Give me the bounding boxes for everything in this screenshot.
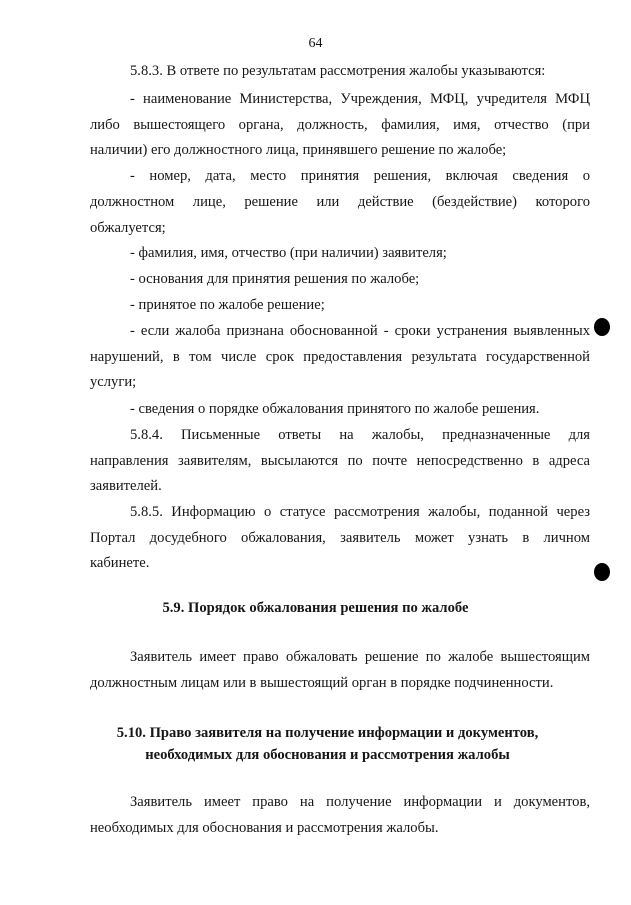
paragraph-5-8-5-line: Портал досудебного обжалования, заявитель может узнать в личном [90, 530, 590, 546]
paragraph-5-8-4-line: 5.8.4. Письменные ответы на жалобы, предназначенные для [130, 427, 590, 443]
list-item-line: должностном лице, решение или действие (бездействие) которого [90, 194, 590, 210]
list-item-line: - наименование Министерства, Учреждения, МФЦ, учредителя МФЦ [130, 91, 590, 107]
section-5-9-text-line: должностным лицам или в вышестоящий орган в порядке подчиненности. [90, 675, 554, 691]
section-5-10-text-line: необходимых для обоснования и рассмотрения жалобы. [90, 820, 439, 836]
section-5-10-text-line: Заявитель имеет право на получение информации и документов, [130, 794, 590, 810]
list-item: - основания для принятия решения по жалобе; [130, 271, 420, 287]
list-item-line: - если жалоба признана обоснованной - сроки устранения выявленных [130, 323, 590, 339]
paragraph-5-8-3-intro: 5.8.3. В ответе по результатам рассмотрения жалобы указываются: [130, 63, 546, 79]
list-item: - сведения о порядке обжалования принятого по жалобе решения. [130, 401, 540, 417]
paragraph-5-8-4-line: направления заявителям, высылаются по почте непосредственно в адреса [90, 453, 590, 469]
list-item: - фамилия, имя, отчество (при наличии) заявителя; [130, 245, 447, 261]
scan-hole-mark [594, 318, 610, 336]
paragraph-5-8-4-line: заявителей. [90, 478, 162, 494]
paragraph-5-8-5-line: кабинете. [90, 555, 150, 571]
paragraph-5-8-5-line: 5.8.5. Информацию о статусе рассмотрения жалобы, поданной через [130, 504, 590, 520]
list-item-line: обжалуется; [90, 220, 166, 236]
list-item-line: нарушений, в том числе срок предоставления результата государственной [90, 349, 590, 365]
section-5-10-heading-line: 5.10. Право заявителя на получение информации и документов, [116, 725, 539, 741]
list-item: - принятое по жалобе решение; [130, 297, 325, 313]
list-item-line: услуги; [90, 374, 137, 390]
list-item-line: - номер, дата, место принятия решения, включая сведения о [130, 168, 590, 184]
section-5-9-text-line: Заявитель имеет право обжаловать решение по жалобе вышестоящим [130, 649, 590, 665]
section-5-10-heading-line: необходимых для обоснования и рассмотрения жалобы [145, 747, 510, 763]
section-5-9-heading: 5.9. Порядок обжалования решения по жалобе [162, 600, 469, 616]
page-number: 64 [308, 36, 323, 51]
scan-hole-mark [594, 563, 610, 581]
list-item-line: либо вышестоящего органа, должность, фамилия, имя, отчество (при [90, 117, 590, 133]
list-item-line: наличии) его должностного лица, принявшего решение по жалобе; [90, 142, 507, 158]
